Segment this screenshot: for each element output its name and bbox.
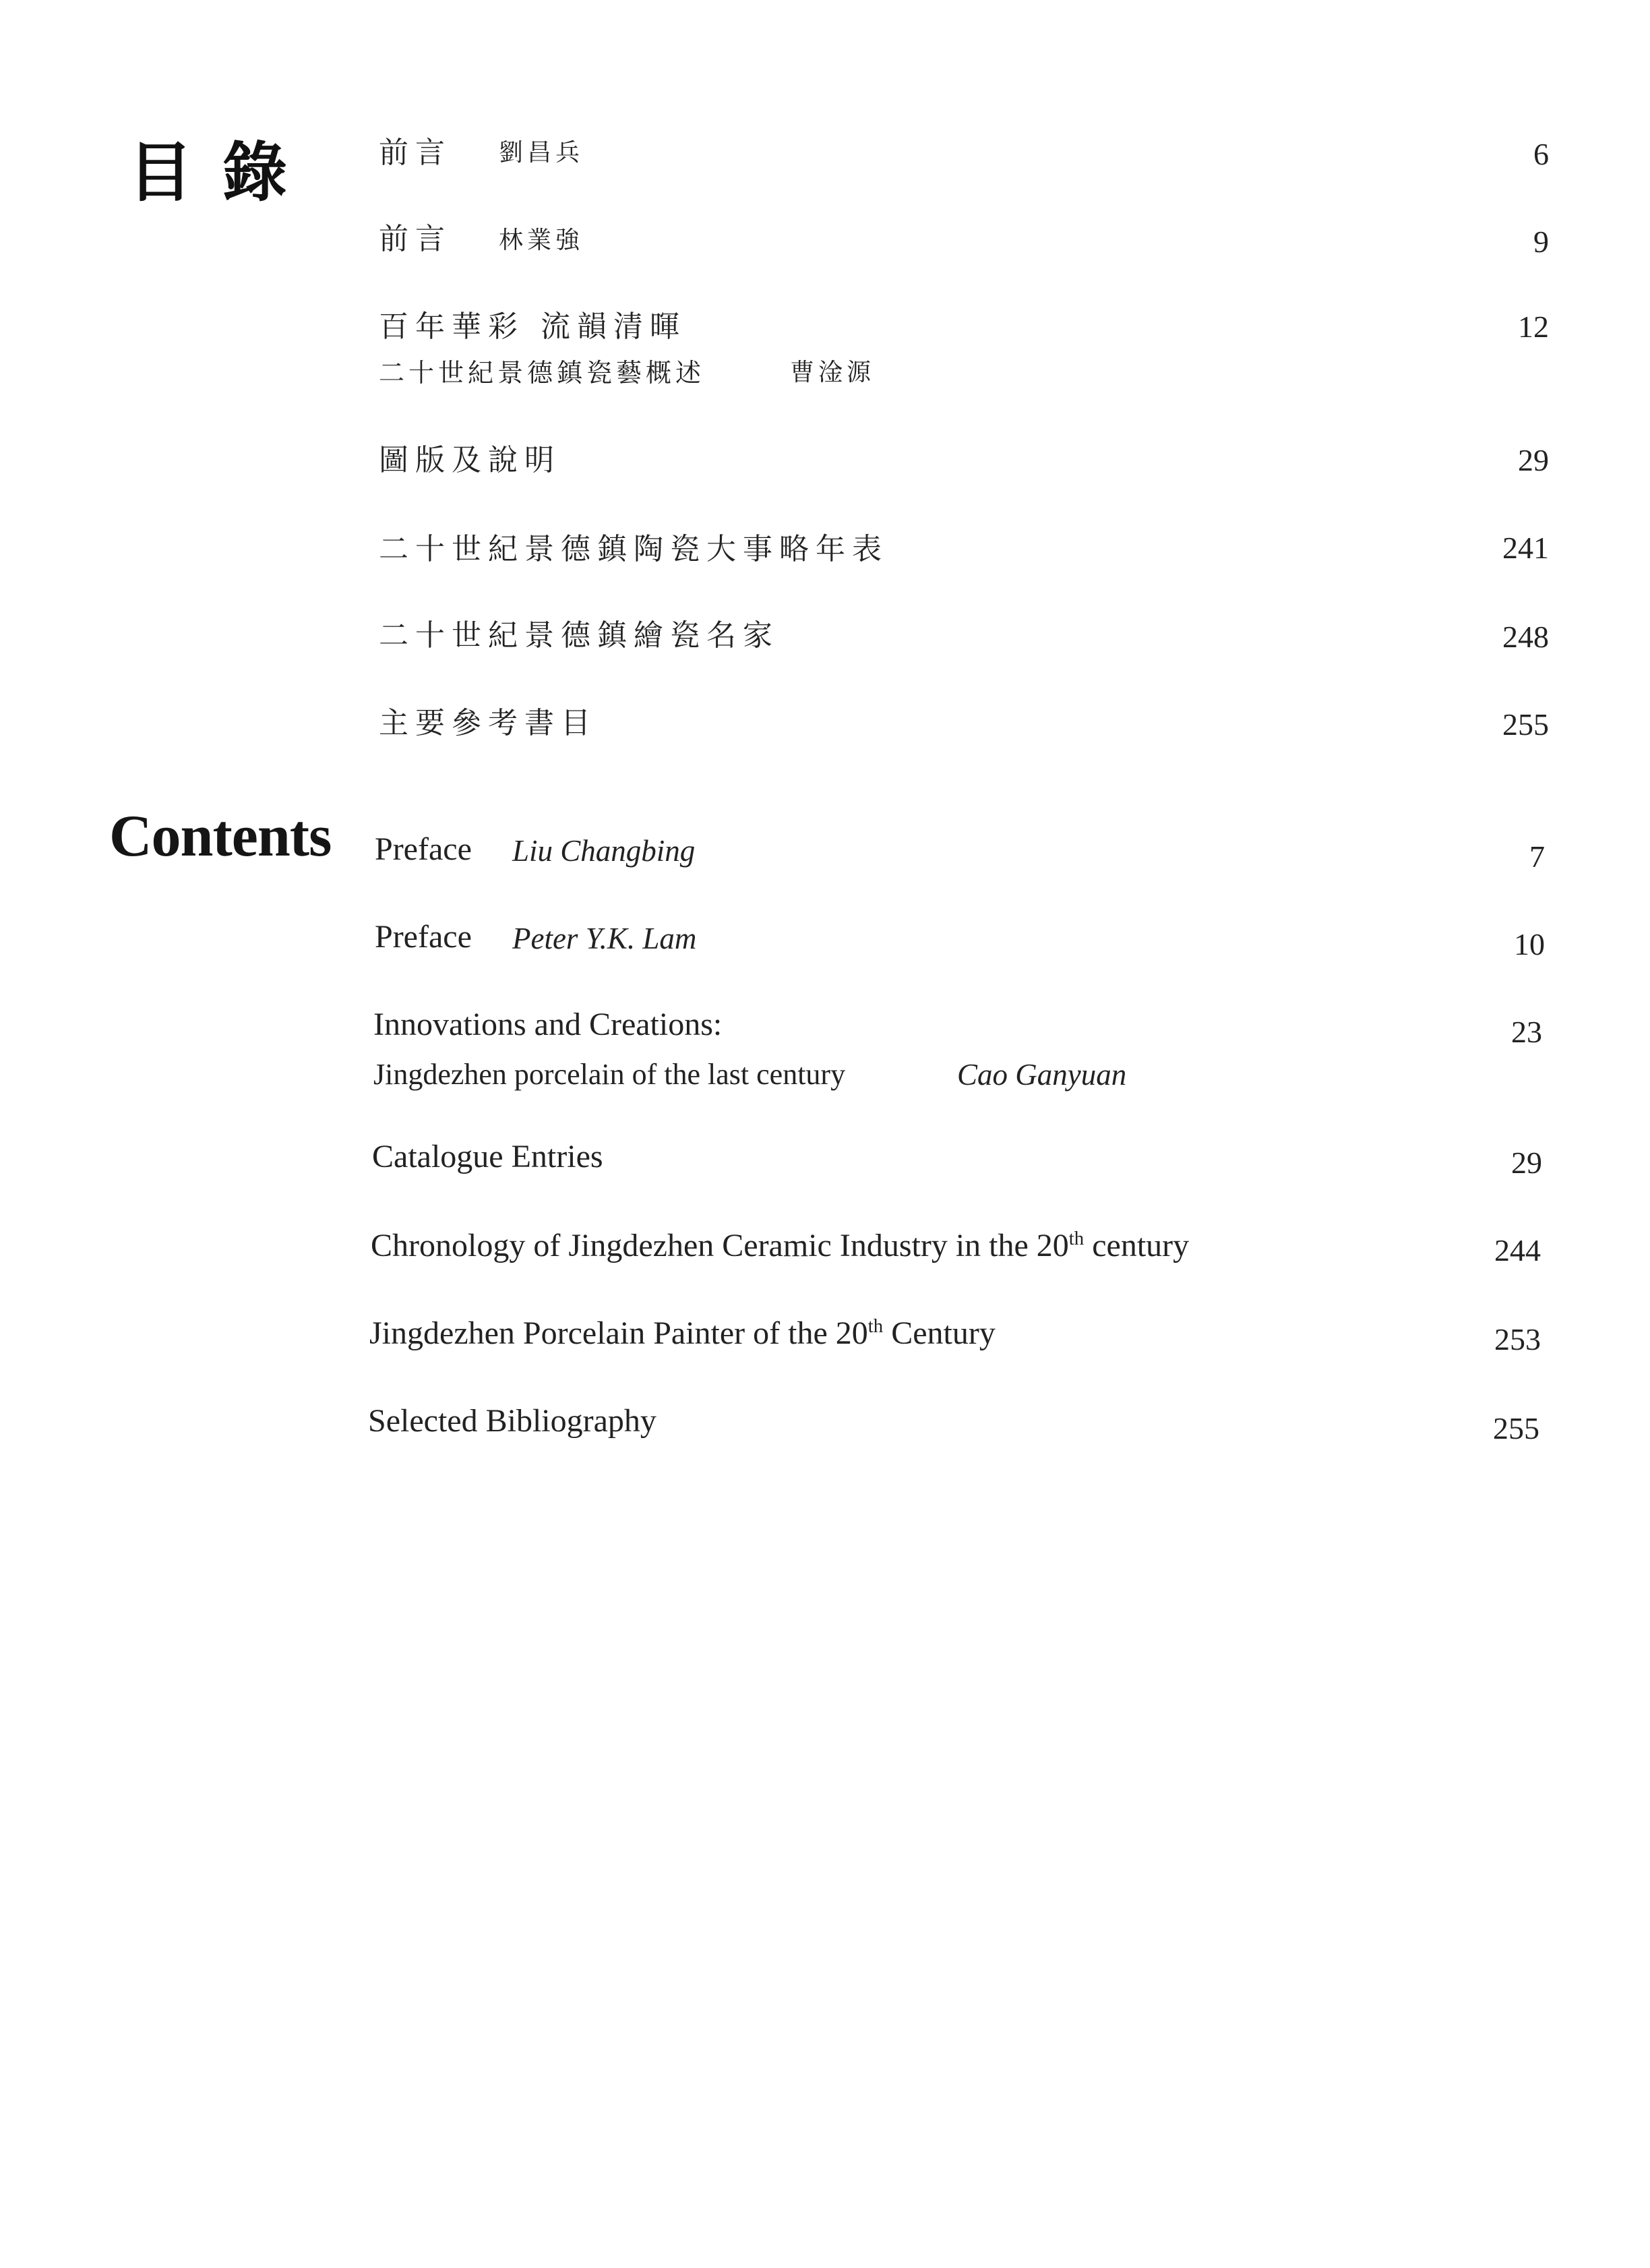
en-entry-6-title-end: Century	[883, 1315, 996, 1351]
en-entry-6-title	[369, 1315, 996, 1352]
cn-entry-6-page: 248	[1502, 620, 1549, 654]
cn-entry-3-page: 12	[1518, 309, 1549, 344]
en-entry-6-page: 253	[1494, 1322, 1541, 1356]
cn-entry-2-title: 前言	[379, 222, 452, 256]
en-entry-5-title	[371, 1227, 1189, 1264]
cn-entry-3-author: 曹淦源	[790, 359, 876, 386]
cn-entry-1-author: 劉昌兵	[499, 139, 584, 167]
cn-entry-4-title: 圖版及說明	[379, 443, 561, 477]
en-entry-4-title: Catalogue Entries	[372, 1139, 603, 1174]
en-entry-1-title: Preface	[375, 831, 472, 867]
chinese-contents-heading: 目錄	[128, 134, 317, 210]
cn-entry-5-title: 二十世紀景德鎮陶瓷大事略年表	[379, 532, 888, 566]
en-entry-4-page: 29	[1511, 1145, 1542, 1180]
english-contents-heading: Contents	[109, 804, 332, 869]
cn-entry-2-author: 林業強	[499, 227, 584, 254]
en-entry-1-page: 7	[1529, 839, 1545, 874]
en-entry-5-title-end: century	[1084, 1228, 1190, 1263]
cn-entry-7-page: 255	[1502, 707, 1549, 742]
en-entry-5-page: 244	[1494, 1233, 1541, 1267]
en-entry-2-title: Preface	[375, 919, 472, 955]
cn-entry-7-title: 主要參考書目	[379, 706, 597, 740]
cn-entry-6-title: 二十世紀景德鎮繪瓷名家	[379, 618, 779, 653]
en-entry-3-page: 23	[1511, 1015, 1542, 1049]
en-entry-6-title-text: Jingdezhen Porcelain Painter of the 20	[369, 1315, 868, 1351]
en-entry-2-page: 10	[1514, 927, 1545, 961]
en-entry-6-title-sup: th	[867, 1315, 884, 1337]
en-entry-3-title: Innovations and Creations:	[373, 1007, 723, 1042]
en-entry-2-author: Peter Y.K. Lam	[512, 922, 697, 955]
cn-entry-1-page: 6	[1533, 137, 1549, 171]
en-entry-3-author: Cao Ganyuan	[957, 1058, 1127, 1092]
cn-entry-4-page: 29	[1518, 443, 1549, 477]
cn-entry-1-title: 前言	[379, 136, 452, 170]
en-entry-3-subtitle: Jingdezhen porcelain of the last century	[373, 1058, 846, 1091]
en-entry-5-title-text: Chronology of Jingdezhen Ceramic Industry in the 20	[371, 1228, 1069, 1263]
en-entry-7-title: Selected Bibliography	[368, 1403, 656, 1439]
cn-entry-3-subtitle: 二十世紀景德鎮瓷藝概述	[379, 358, 706, 388]
cn-entry-2-page: 9	[1533, 225, 1549, 259]
cn-entry-3-title: 百年華彩 流韻清暉	[379, 309, 686, 344]
en-entry-1-author: Liu Changbing	[512, 834, 696, 868]
cn-entry-5-page: 241	[1502, 531, 1549, 565]
en-entry-7-page: 255	[1493, 1411, 1539, 1445]
en-entry-5-title-sup: th	[1068, 1228, 1084, 1249]
